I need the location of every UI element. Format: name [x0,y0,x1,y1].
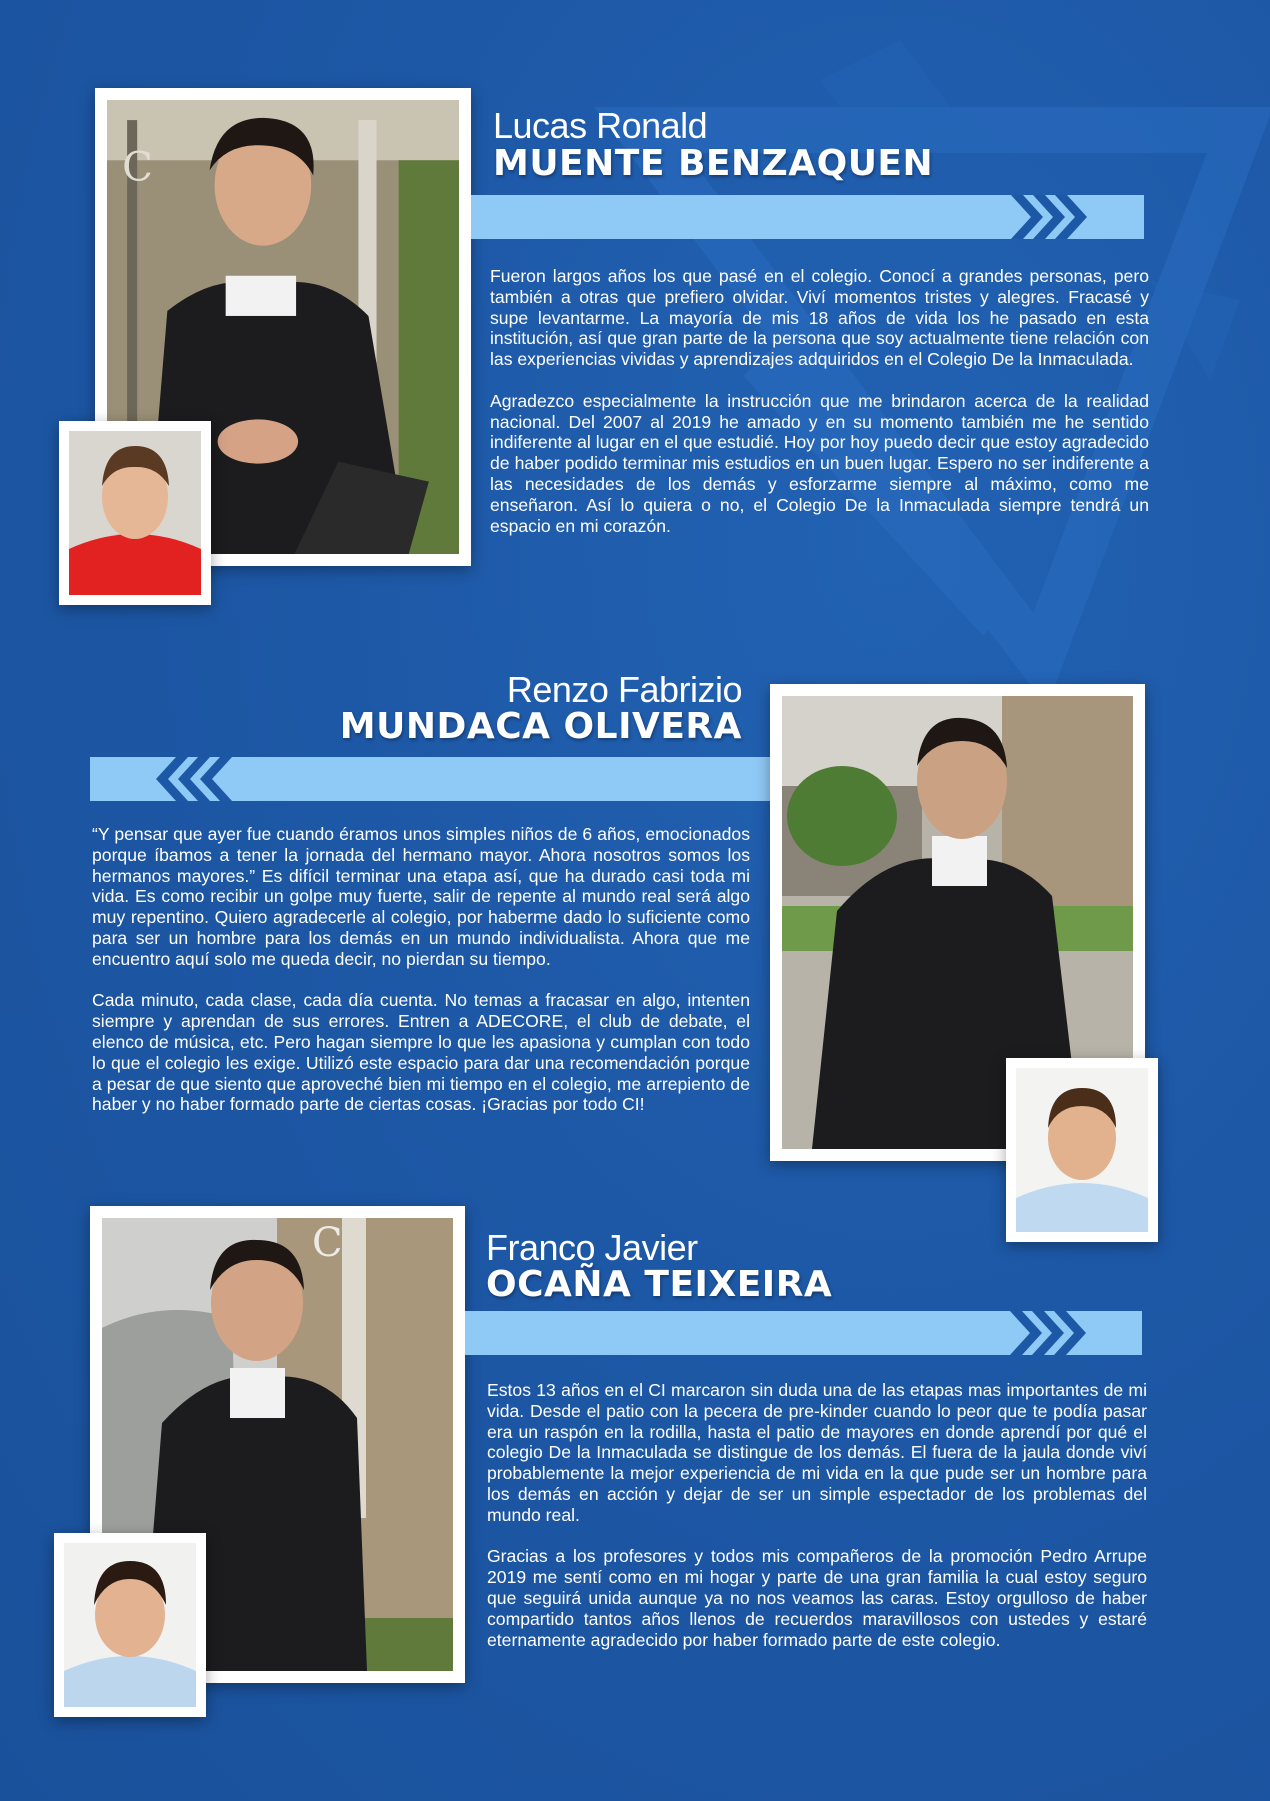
student-1-accent-bar [471,195,1144,239]
student-2-testimonial [92,824,750,1136]
student-2-accent-bar [90,757,770,801]
student-1-testimonial [490,266,1149,557]
student-2-paragraph-1: “Y pensar que ayer fue cuando éramos unos simples niños de 6 años, emocionados porque íbamos a tener la jornada del hermano mayor. Ahora nosotros somos los hermanos mayores.” Es difícil terminar una etapa así, que ha durado casi toda mi vida. Es como recibir un golpe muy fuerte, salir de repente al mundo real será algo muy repentino. Quiero agradecerle al colegio, por haberme dado lo suficiente como para ser un hombre para los demás en un mundo individualista. Ahora que me encuentro aquí solo me queda decir, no pierdan su tiempo. [92,824,750,969]
chevron-right-icon [1011,195,1091,239]
svg-text:C: C [312,1220,343,1266]
student-3-paragraph-1: Estos 13 años en el CI marcaron sin duda una de las etapas mas importantes de mi vida. Desde el patio con la pecera de pre-kinder cuando lo peor que te podía pasar era un raspón en la rodilla, hasta el patio de mayores en donde aprendí por qué el colegio De la Inmaculada se distingue de los demás. El fuera de la jaula donde viví probablemente la mejor experiencia de mi vida en la que pude ser un hombre para los demás en acción y dejar de ser un simple espectador de los problemas del mundo real. [487,1380,1147,1525]
student-1-first-name: Lucas Ronald [493,105,708,146]
student-3-first-name: Franco Javier [486,1227,698,1268]
student-1-paragraph-1: Fueron largos años los que pasé en el colegio. Conocí a grandes personas, pero también a otras que prefiero olvidar. Viví momentos tristes y alegres. Fracasé y supe levantarme. La mayoría de mis 18 años de vida los he pasado en esta institución, así que gran parte de la persona que soy actualmente tiene relación con las experiencias vividas y aprendizajes adquiridos en el Colegio De la Inmaculada. [490,266,1149,370]
chevron-left-icon [152,757,232,801]
student-2-child-photo [1006,1058,1158,1242]
svg-text:C: C [122,144,153,191]
student-3-paragraph-2: Gracias a los profesores y todos mis compañeros de la promoción Pedro Arrupe 2019 me sentí como en mi hogar y parte de una gran familia la cual estoy seguro que seguirá unida aunque ya no nos veamos las caras. Estoy orgulloso de haber compartido tantos años llenos de recuerdos maravillosos con ustedes y estaré eternamente agradecido por haber formado parte de este colegio. [487,1546,1147,1650]
student-1-child-photo [59,421,211,605]
student-3-last-name: OCAÑA TEIXEIRA [486,1264,833,1305]
chevron-right-icon [1010,1311,1090,1355]
student-2-first-name: Renzo Fabrizio [506,669,742,710]
student-2-paragraph-2: Cada minuto, cada clase, cada día cuenta. No temas a fracasar en algo, intenten siempre y aprendan de sus errores. Entren a ADECORE, el club de debate, el elenco de música, etc. Pero hagan siempre lo que les apasiona y cumplan con todo lo que el colegio les exige. Utilizó este espacio para dar una recomendación porque a pesar de que siento que aproveché bien mi tiempo en el colegio, me arrepiento de haber y no haber formado parte de ciertas cosas. ¡Gracias por todo CI! [92,990,750,1115]
student-3-accent-bar [465,1311,1142,1355]
student-3-testimonial [487,1380,1147,1671]
student-1-last-name: MUENTE BENZAQUEN [493,143,934,184]
student-2-last-name: MUNDACA OLIVERA [339,706,742,747]
student-1-paragraph-2: Agradezco especialmente la instrucción que me brindaron acerca de la realidad nacional. Del 2007 al 2019 he amado y en su momento también me he sentido indiferente al lugar en el que estudié. Hoy por hoy puedo decir que estoy agradecido de haber podido terminar mis estudios en un buen lugar. Espero no ser indiferente a las necesidades de los demás y esforzarme siempre al máximo, como me enseñaron. Así lo quiera o no, el Colegio De la Inmaculada siempre tendrá un espacio en mi corazón. [490,390,1149,536]
student-3-child-photo [54,1533,206,1717]
